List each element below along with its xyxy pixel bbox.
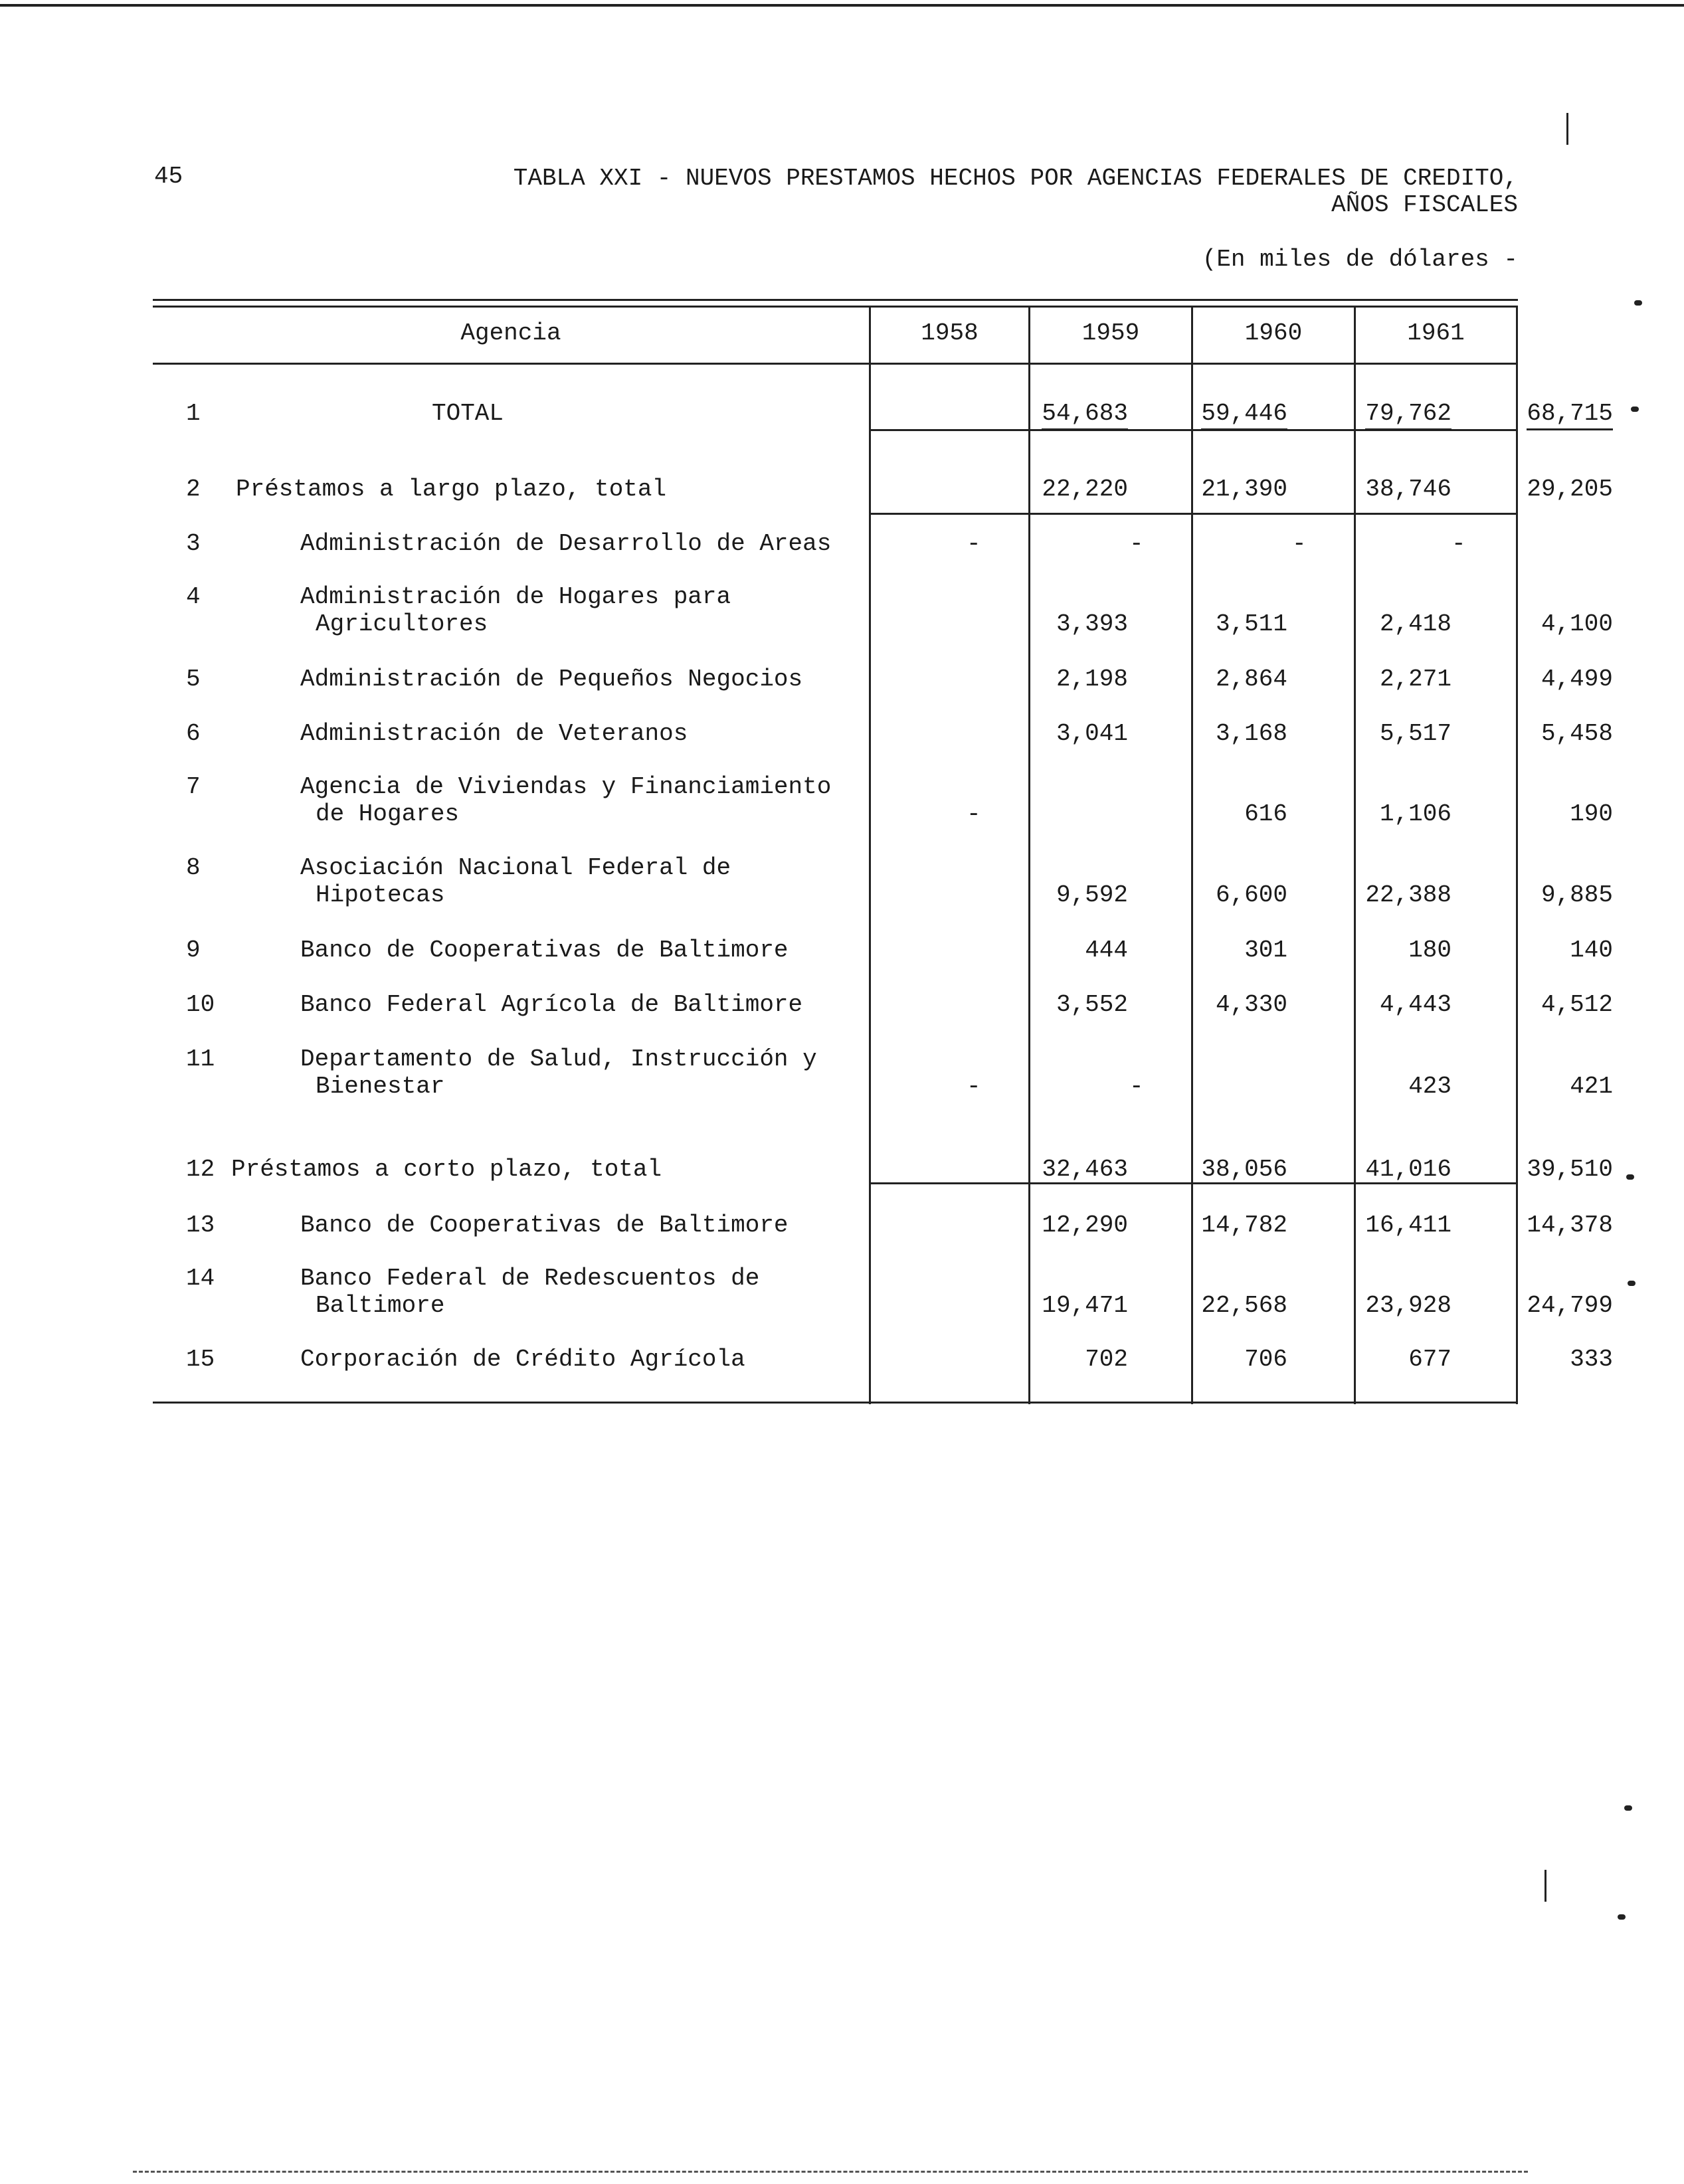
row-number: 12 bbox=[186, 1156, 215, 1183]
scan-speck bbox=[1634, 300, 1642, 306]
value-1959: 301 bbox=[1244, 937, 1287, 964]
value-1961: 39,510 bbox=[1527, 1156, 1613, 1183]
top-border-line bbox=[0, 4, 1684, 7]
value-1960: 16,411 bbox=[1365, 1212, 1451, 1239]
row-label: Banco Federal de Redescuentos de bbox=[300, 1265, 760, 1292]
value-1961: 333 bbox=[1570, 1346, 1613, 1373]
row-number: 5 bbox=[186, 666, 201, 693]
value-1961: 4,100 bbox=[1541, 610, 1613, 638]
row-number: 1 bbox=[186, 400, 201, 427]
column-divider bbox=[869, 307, 871, 1404]
value-1960: 2,271 bbox=[1379, 666, 1451, 693]
loans-table bbox=[153, 299, 1613, 1415]
value-1960: 4,443 bbox=[1379, 991, 1451, 1018]
margin-mark bbox=[1566, 113, 1568, 145]
value-1960: 5,517 bbox=[1379, 720, 1451, 747]
row-label: TOTAL bbox=[432, 400, 504, 427]
row-label: Asociación Nacional Federal de bbox=[300, 854, 731, 881]
value-1959: 6,600 bbox=[1215, 881, 1287, 909]
value-1959: 22,568 bbox=[1201, 1292, 1287, 1319]
column-divider bbox=[1191, 307, 1193, 1404]
row-label: Agencia de Viviendas y Financiamiento bbox=[300, 773, 832, 800]
bottom-dashed-line bbox=[133, 2171, 1528, 2173]
value-1961: 29,205 bbox=[1527, 476, 1613, 503]
value-1960: 38,746 bbox=[1365, 476, 1451, 503]
row-label-continued: de Hogares bbox=[316, 800, 460, 828]
row-number: 14 bbox=[186, 1265, 215, 1292]
value-1958: 22,220 bbox=[1042, 476, 1128, 503]
row-label: Banco Federal Agrícola de Baltimore bbox=[300, 991, 803, 1018]
page-number: 45 bbox=[154, 163, 183, 190]
row-label-continued: Agricultores bbox=[316, 610, 488, 638]
row-label-continued: Bienestar bbox=[316, 1073, 445, 1100]
scan-speck bbox=[1618, 1914, 1626, 1920]
scan-speck bbox=[1624, 1805, 1632, 1811]
row-label: Departamento de Salud, Instrucción y bbox=[300, 1046, 817, 1073]
value-1959: 616 bbox=[1244, 800, 1287, 828]
row-label-continued: Baltimore bbox=[316, 1292, 445, 1319]
header-agency: Agencia bbox=[460, 319, 561, 347]
value-1960: 2,418 bbox=[1379, 610, 1451, 638]
scan-speck bbox=[1626, 1174, 1634, 1180]
value-1958: 444 bbox=[1085, 937, 1128, 964]
row-number: 15 bbox=[186, 1346, 215, 1373]
value-1960: 1,106 bbox=[1379, 800, 1451, 828]
value-1958: 702 bbox=[1085, 1346, 1128, 1373]
header-bottom-rule bbox=[153, 363, 1518, 365]
row-number: 6 bbox=[186, 720, 201, 747]
row-label: Corporación de Crédito Agrícola bbox=[300, 1346, 745, 1373]
value-1960: - bbox=[1292, 530, 1307, 557]
row-label: Banco de Cooperativas de Baltimore bbox=[300, 1212, 789, 1239]
value-1960: 41,016 bbox=[1365, 1156, 1451, 1183]
header-1961: 1961 bbox=[1407, 319, 1465, 347]
row-number: 9 bbox=[186, 937, 201, 964]
value-1959: 4,330 bbox=[1215, 991, 1287, 1018]
row-label: Administración de Veteranos bbox=[300, 720, 688, 747]
value-1961: - bbox=[1451, 530, 1466, 557]
value-1958: 32,463 bbox=[1042, 1156, 1128, 1183]
units-note: (En miles de dólares - bbox=[1202, 246, 1518, 273]
row-label: Administración de Pequeños Negocios bbox=[300, 666, 803, 693]
table-title: TABLA XXI - NUEVOS PRESTAMOS HECHOS POR AGENCIAS FEDERALES DE CREDITO, bbox=[513, 165, 1518, 192]
value-1958: - bbox=[967, 1073, 981, 1100]
row-number: 8 bbox=[186, 854, 201, 881]
value-1959: 3,511 bbox=[1215, 610, 1287, 638]
scan-speck bbox=[1631, 407, 1639, 412]
row-number: 4 bbox=[186, 583, 201, 610]
value-1958: 12,290 bbox=[1042, 1212, 1128, 1239]
table-bottom-rule bbox=[153, 1402, 1518, 1404]
value-1959: 706 bbox=[1244, 1346, 1287, 1373]
value-1961: 5,458 bbox=[1541, 720, 1613, 747]
value-1961: 190 bbox=[1570, 800, 1613, 828]
row-number: 13 bbox=[186, 1212, 215, 1239]
header-1960: 1960 bbox=[1244, 319, 1303, 347]
value-1961: 14,378 bbox=[1527, 1212, 1613, 1239]
row-number: 11 bbox=[186, 1046, 215, 1073]
header-1958: 1958 bbox=[921, 319, 979, 347]
value-1960: 79,762 bbox=[1365, 400, 1451, 430]
value-1958: 2,198 bbox=[1056, 666, 1128, 693]
value-1958: 3,393 bbox=[1056, 610, 1128, 638]
value-1958: - bbox=[967, 800, 981, 828]
table-top-rule bbox=[153, 306, 1518, 308]
value-1958: 3,041 bbox=[1056, 720, 1128, 747]
value-1959: 2,864 bbox=[1215, 666, 1287, 693]
value-1959: 21,390 bbox=[1201, 476, 1287, 503]
row-number: 7 bbox=[186, 773, 201, 800]
scan-speck bbox=[1628, 1281, 1636, 1286]
column-divider bbox=[1028, 307, 1030, 1404]
value-1958: 19,471 bbox=[1042, 1292, 1128, 1319]
row-label-continued: Hipotecas bbox=[316, 881, 445, 909]
value-1961: 421 bbox=[1570, 1073, 1613, 1100]
value-1959: 59,446 bbox=[1201, 400, 1287, 430]
value-1961: 4,512 bbox=[1541, 991, 1613, 1018]
row-label: Préstamos a largo plazo, total bbox=[236, 476, 667, 503]
row-label: Administración de Desarrollo de Areas bbox=[300, 530, 832, 557]
header-1959: 1959 bbox=[1081, 319, 1140, 347]
table-subtitle: AÑOS FISCALES bbox=[1331, 191, 1518, 219]
value-1961: 9,885 bbox=[1541, 881, 1613, 909]
row-label: Administración de Hogares para bbox=[300, 583, 731, 610]
value-1959: 14,782 bbox=[1201, 1212, 1287, 1239]
value-1961: 140 bbox=[1570, 937, 1613, 964]
value-1960: 23,928 bbox=[1365, 1292, 1451, 1319]
value-1960: 22,388 bbox=[1365, 881, 1451, 909]
margin-mark bbox=[1544, 1870, 1546, 1902]
row-label: Préstamos a corto plazo, total bbox=[231, 1156, 662, 1183]
row-label: Banco de Cooperativas de Baltimore bbox=[300, 937, 789, 964]
row-number: 10 bbox=[186, 991, 215, 1018]
value-1959: - bbox=[1129, 530, 1144, 557]
table-top-rule bbox=[153, 299, 1518, 301]
value-1959: 3,168 bbox=[1215, 720, 1287, 747]
row-number: 3 bbox=[186, 530, 201, 557]
value-1961: 24,799 bbox=[1527, 1292, 1613, 1319]
value-1959: - bbox=[1129, 1073, 1144, 1100]
row-number: 2 bbox=[186, 476, 201, 503]
value-1958: 3,552 bbox=[1056, 991, 1128, 1018]
value-1958: - bbox=[967, 530, 981, 557]
value-1960: 423 bbox=[1408, 1073, 1451, 1100]
long-term-rule bbox=[870, 513, 1518, 515]
value-1958: 9,592 bbox=[1056, 881, 1128, 909]
value-1959: 38,056 bbox=[1201, 1156, 1287, 1183]
column-divider bbox=[1354, 307, 1356, 1404]
value-1961: 68,715 bbox=[1527, 400, 1613, 430]
value-1961: 4,499 bbox=[1541, 666, 1613, 693]
value-1960: 677 bbox=[1408, 1346, 1451, 1373]
value-1958: 54,683 bbox=[1042, 400, 1128, 430]
column-divider bbox=[1516, 307, 1518, 1404]
value-1960: 180 bbox=[1408, 937, 1451, 964]
